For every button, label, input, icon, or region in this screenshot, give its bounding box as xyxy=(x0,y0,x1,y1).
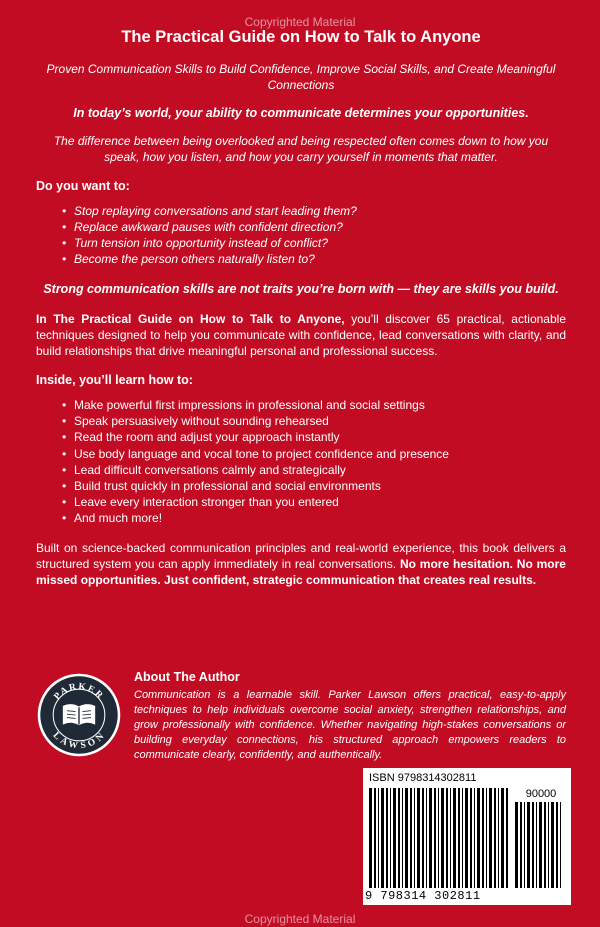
isbn-barcode-box xyxy=(363,768,571,905)
description-book-title: In The Practical Guide on How to Talk to Anyone, xyxy=(36,312,345,326)
barcode-bar xyxy=(410,788,412,888)
barcode-bar xyxy=(489,788,492,888)
ean-digits: 9 798314 302811 xyxy=(365,889,481,903)
barcode-bar xyxy=(402,788,403,888)
questions-heading: Do you want to: xyxy=(36,179,130,193)
barcode-bar xyxy=(398,788,400,888)
question-item: • Become the person others naturally listen to? xyxy=(62,251,566,267)
barcode-bar xyxy=(441,788,444,888)
barcode-bar xyxy=(453,788,456,888)
barcode-bar xyxy=(536,802,537,888)
barcode-bar xyxy=(374,788,376,888)
barcode-bar xyxy=(434,788,436,888)
barcode-bar xyxy=(506,788,508,888)
barcode-bar xyxy=(560,802,561,888)
barcode-bar xyxy=(462,788,463,888)
barcode-bar xyxy=(532,802,534,888)
barcode-bar xyxy=(494,788,496,888)
learn-item: • Lead difficult conversations calmly and strategically xyxy=(62,462,566,478)
learn-item: • Use body language and vocal tone to project confidence and presence xyxy=(62,446,566,462)
learn-list xyxy=(62,397,566,527)
about-author-bio: Communication is a learnable skill. Parker Lawson offers practical, easy-to-apply techniques to help individuals overcome social anxiety, strengthen relationships, and grow professionally with confidence. Whether navigating high-stakes conversations or building everyday connections, his structured approach empowers readers to communicate clearly, confidently, and authentically. xyxy=(134,689,566,761)
barcode-bar xyxy=(378,788,379,888)
strong-statement: Strong communication skills are not traits you’re born with — they are skills you build. xyxy=(43,282,559,296)
learn-item: • Make powerful first impressions in professional and social settings xyxy=(62,397,566,413)
barcode-bar xyxy=(548,802,549,888)
addon-barcode xyxy=(515,802,565,888)
ean-barcode xyxy=(369,788,509,888)
barcode-bar xyxy=(486,788,487,888)
questions-list xyxy=(62,203,566,267)
barcode-bar xyxy=(482,788,484,888)
intro-paragraph: The difference between being overlooked and being respected often comes down to how you speak, how you listen, and how you carry yourself in moments that matter. xyxy=(53,134,549,164)
learn-item: • Read the room and adjust your approach instantly xyxy=(62,429,566,445)
description-paragraph xyxy=(36,311,566,359)
closing-bold-text: No more hesitation. No more missed opportunities. Just confident, strategic communication that creates real results. xyxy=(36,556,566,587)
barcode-bar xyxy=(544,802,546,888)
parker-lawson-logo xyxy=(36,672,122,758)
barcode-bar xyxy=(470,788,472,888)
barcode-bar xyxy=(524,802,525,888)
barcode-bar xyxy=(520,802,522,888)
barcode-bar xyxy=(458,788,460,888)
barcode-bar xyxy=(446,788,448,888)
back-cover-text xyxy=(36,28,566,602)
barcode-bar xyxy=(405,788,408,888)
learn-heading: Inside, you’ll learn how to: xyxy=(36,373,193,387)
price-addon-number: 90000 xyxy=(525,788,557,800)
book-subtitle: Proven Communication Skills to Build Confidence, Improve Social Skills, and Create Meaningful Connections xyxy=(46,62,556,92)
barcode-bar xyxy=(369,788,372,888)
barcode-bar xyxy=(515,802,518,888)
book-title: The Practical Guide on How to Talk to Anyone xyxy=(121,28,481,46)
barcode-bar xyxy=(465,788,468,888)
watermark-top: Copyrighted Material xyxy=(244,15,356,29)
barcode-bar xyxy=(417,788,420,888)
open-book-icon xyxy=(64,705,95,725)
description-text: you’ll discover 65 practical, actionable techniques designed to help you communicate with confidence, lead conversations with clarity, and build relationships that drive meaningful personal and professional success. xyxy=(36,312,566,358)
about-author-heading: About The Author xyxy=(134,670,240,684)
learn-item: • Build trust quickly in professional and social environments xyxy=(62,478,566,494)
question-item: • Replace awkward pauses with confident direction? xyxy=(62,219,566,235)
barcode-bar xyxy=(381,788,384,888)
barcode-bar xyxy=(501,788,504,888)
barcode-bar xyxy=(393,788,396,888)
barcode-bar xyxy=(474,788,475,888)
closing-paragraph xyxy=(36,540,566,588)
barcode-bar xyxy=(426,788,427,888)
barcode-bar xyxy=(498,788,499,888)
barcode-bar xyxy=(390,788,391,888)
barcode-bar xyxy=(527,802,530,888)
barcode-bar xyxy=(429,788,432,888)
barcode-bar xyxy=(551,802,554,888)
barcode-bar xyxy=(450,788,451,888)
isbn-label: ISBN 9798314302811 xyxy=(369,772,477,784)
question-item: • Stop replaying conversations and start leading them? xyxy=(62,203,566,219)
logo-top-text: PARKER xyxy=(52,681,106,703)
barcode-bar xyxy=(477,788,480,888)
learn-item: • Speak persuasively without sounding rehearsed xyxy=(62,413,566,429)
closing-text: Built on science-backed communication principles and real-world experience, this book delivers a structured system you can apply immediately in real conversations. xyxy=(36,540,566,571)
barcode-bar xyxy=(414,788,415,888)
watermark-bottom: Copyrighted Material xyxy=(244,912,356,926)
question-item: • Turn tension into opportunity instead of conflict? xyxy=(62,235,566,251)
barcode-bar xyxy=(539,802,542,888)
lead-statement: In today’s world, your ability to communicate determines your opportunities. xyxy=(73,106,529,120)
barcode-bar xyxy=(422,788,424,888)
learn-item: • And much more! xyxy=(62,510,566,526)
barcode-bar xyxy=(556,802,558,888)
barcode-bar xyxy=(386,788,388,888)
learn-item: • Leave every interaction stronger than you entered xyxy=(62,494,566,510)
logo-bottom-text: LAWSON xyxy=(50,730,108,752)
barcode-bar xyxy=(438,788,439,888)
